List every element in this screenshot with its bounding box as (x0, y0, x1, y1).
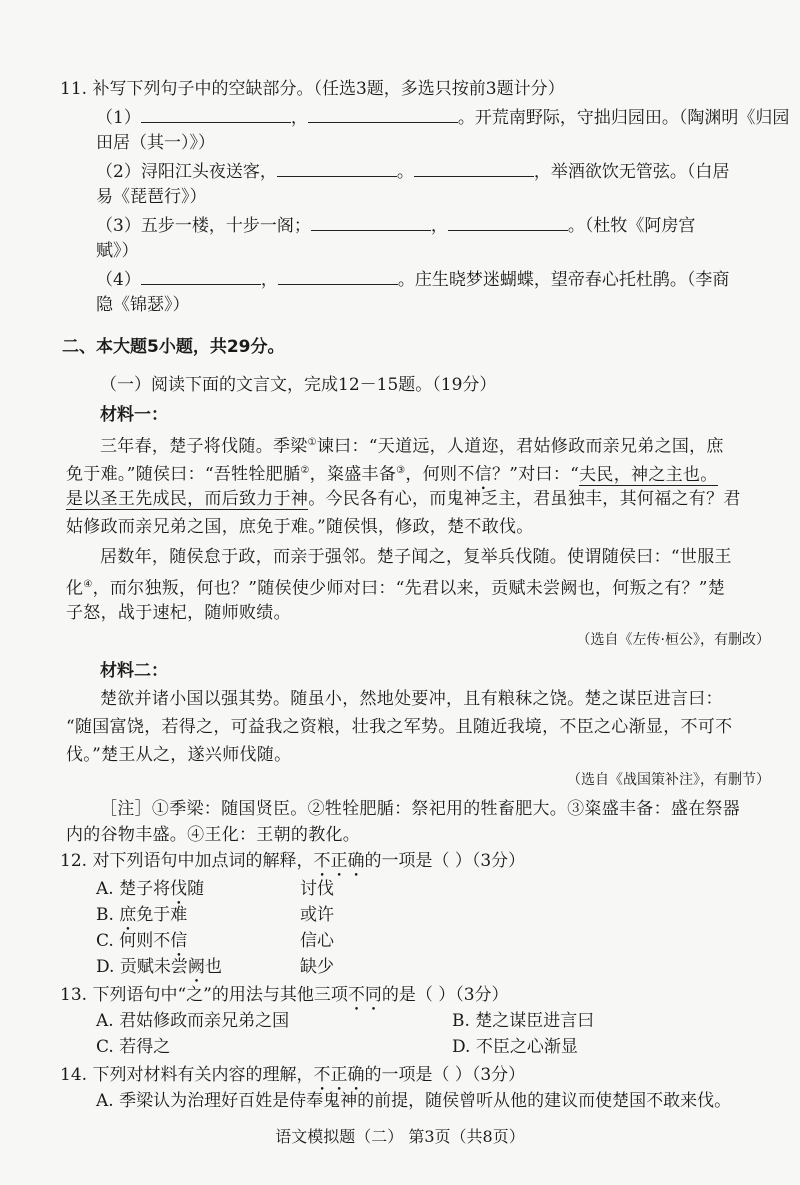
section-heading: 二、本大题5小题，共29分。 (62, 337, 285, 357)
answer-blank[interactable] (308, 106, 458, 123)
underlined-sentence: 是以圣王先成民，而后致力于神 (66, 489, 309, 509)
material-1-line: 三年春，楚子将伐随。季梁①谏曰：“天道远，人道迩，君姑修政而亲兄弟之国，庶 (100, 436, 724, 457)
material-2-line: 楚欲并诸小国以强其势。随虽小，然地处要冲，且有粮秣之饶。楚之谋臣进言曰： (100, 689, 723, 709)
emphasized-word: 不正确 (313, 851, 365, 871)
footnote-marker: ② (300, 465, 310, 476)
material-1-line: 是以圣王先成民，而后致力于神。今民各有心，而鬼神乏主，君虽独丰，其何福之有？君 (66, 489, 741, 509)
material-1-line: 化④，而尔独叛，何也？”随侯使少师对曰：“先君以来，贡赋未尝阙也，何叛之有？”楚 (66, 578, 726, 599)
notes: ［注］①季梁：随国贤臣。②牲牷肥腯：祭祀用的牲畜肥大。③粢盛丰备：盛在祭器 (100, 799, 741, 819)
footnote-marker: ④ (83, 579, 93, 590)
q13-option-b[interactable]: B. 楚之谋臣进言曰 (452, 1011, 595, 1031)
source-citation: （选自《左传·桓公》，有删改） (576, 632, 770, 648)
q11-item-4-cont: 隐《锦瑟》） (96, 295, 190, 315)
answer-blank[interactable] (278, 268, 398, 285)
q11-item-4: （4） ， 。庄生晓梦迷蝴蝶，望帝春心托杜鹃。（李商 (96, 270, 730, 290)
emphasized-word: 不同 (347, 985, 382, 1005)
answer-blank[interactable] (141, 268, 261, 285)
emphasized-word: 不正确 (313, 1065, 365, 1085)
q11-item-3-cont: 赋》） (96, 241, 139, 261)
material-1-line: 子怒，战于速杞，随师败绩。 (66, 603, 291, 623)
q14-option-a[interactable]: A. 季梁认为治理好百姓是侍奉鬼神的前提，随侯曾听从他的建议而使楚国不敢来伐。 (96, 1091, 732, 1111)
q13-option-a[interactable]: A. 君姑修政而亲兄弟之国 (96, 1011, 290, 1031)
material-1-line: 居数年，随侯怠于政，而亲于强邻。楚子闻之，复举兵伐随。使谓随侯曰：“世服王 (100, 547, 732, 567)
q12-option-meaning: 缺少 (300, 957, 334, 977)
answer-blank[interactable] (141, 106, 291, 123)
page-footer: 语文模拟题（二） 第3页（共8页） (275, 1127, 525, 1146)
reading-intro: （一）阅读下面的文言文，完成12－15题。（19分） (100, 375, 497, 395)
q12-option-meaning: 信心 (300, 931, 334, 951)
material-1-line: 姑修政而亲兄弟之国，庶免于难。”随侯惧，修政，楚不敢伐。 (66, 517, 534, 537)
q12-option-meaning: 或许 (300, 905, 334, 925)
q11-item-2: （2）浔阳江头夜送客， 。 ，举酒欲饮无管弦。（白居 (96, 162, 730, 182)
material-1-title: 材料一： (100, 405, 168, 425)
q14-stem: 14. 下列对材料有关内容的理解，不正确的一项是（ ）（3分） (60, 1065, 526, 1085)
source-citation: （选自《战国策补注》，有删节） (567, 772, 770, 788)
q12-option[interactable]: B. 庶免于难 (96, 905, 188, 925)
notes: 内的谷物丰盛。④王化：王朝的教化。 (66, 825, 361, 845)
question-text: 补写下列句子中的空缺部分。（任选3题，多选只按前3题计分） (92, 79, 565, 99)
q12-stem: 12. 对下列语句中加点词的解释，不正确的一项是（ ）（3分） (60, 851, 526, 871)
material-2-title: 材料二： (100, 661, 168, 681)
q11-item-3: （3）五步一楼，十步一阁； ， 。（杜牧《阿房宫 (96, 216, 696, 236)
answer-blank[interactable] (311, 214, 431, 231)
underlined-sentence: 夫民，神之主也。 (579, 464, 718, 485)
q12-option[interactable]: A. 楚子将伐随 (96, 879, 205, 899)
q12-option-meaning: 讨伐 (300, 879, 334, 899)
q11-stem (60, 78, 565, 100)
material-2-line: “随国富饶，若得之，可益我之资粮，壮我之军势。且随近我境，不臣之心渐显，不可不 (66, 717, 733, 737)
q11-item-2-cont: 易《琵琶行》） (96, 187, 207, 207)
q13-option-d[interactable]: D. 不臣之心渐显 (452, 1037, 578, 1057)
q13-stem: 13. 下列语句中“之”的用法与其他三项不同的是（ ）（3分） (60, 985, 509, 1005)
answer-blank[interactable] (277, 160, 397, 177)
q11-item-1-cont: 田居（其一）》） (96, 133, 215, 153)
q12-option[interactable]: D. 贡赋未尝阙也 (96, 957, 222, 977)
emphasized-word: 信 (474, 464, 492, 485)
q13-option-c[interactable]: C. 若得之 (96, 1037, 171, 1057)
q11-item-1: （1） ， 。开荒南野际，守拙归园田。（陶渊明《归园 (96, 108, 790, 128)
question-number: 11. (60, 79, 88, 99)
footnote-marker: ③ (396, 465, 406, 476)
material-2-line: 伐。”楚王从之，遂兴师伐随。 (66, 745, 292, 765)
material-1-line: 免于难。”随侯曰：“吾牲牷肥腯②，粢盛丰备③，何则不信？”对曰：“夫民，神之主也。 (66, 464, 718, 485)
answer-blank[interactable] (414, 160, 534, 177)
q12-option[interactable]: C. 何则不信 (96, 931, 188, 951)
footnote-marker: ① (307, 437, 317, 448)
answer-blank[interactable] (448, 214, 568, 231)
